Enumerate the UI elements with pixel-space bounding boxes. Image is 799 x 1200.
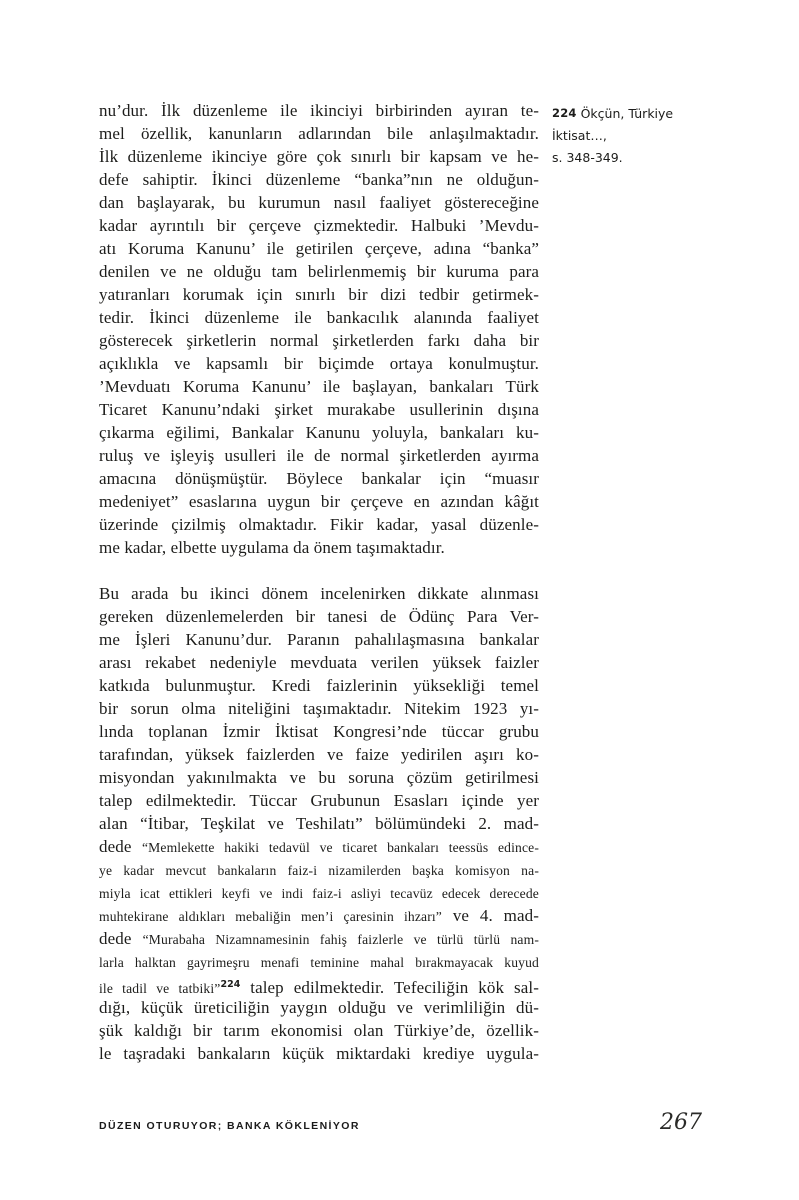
text-segment: açıklıkla ve kapsamlı bir biçimde ortaya konulmuştur. <box>99 354 539 373</box>
text-segment: defe sahiptir. İkinci düzenleme “banka”nın ne olduğun- <box>99 170 539 189</box>
text-segment: lında toplanan İzmir İktisat Kongresi’nde tüccar grubu <box>99 722 539 741</box>
text-segment: mel özellik, kanunların adlarından bile anlaşılmaktadır. <box>99 124 539 143</box>
text-segment: bir sorun olma niteliğini taşımaktadır. Nitekim 1923 yı- <box>99 699 539 718</box>
text-segment: İlk düzenleme ikinciye göre çok sınırlı bir kapsam ve he- <box>99 147 539 166</box>
text-line <box>99 605 539 628</box>
page-number: 267 <box>660 1110 702 1135</box>
text-segment: talep edilmektedir. Tefeciliğin kök sal- <box>240 978 539 997</box>
text-segment: Ticaret Kanunu’ndaki şirket murakabe usullerinin dışına <box>99 400 539 419</box>
text-segment: gösterecek şirketlerin normal şirketlerden farkı daha bir <box>99 331 539 350</box>
text-segment: katkıda bulunmuştur. Kredi faizlerinin yüksekliği temel <box>99 676 539 695</box>
paragraph-1 <box>99 99 539 559</box>
text-line <box>99 421 539 444</box>
text-segment: kadar ayrıntılı bir çerçeve çizmektedir. Halbuki ’Mevdu- <box>99 216 539 235</box>
text-line <box>99 950 539 973</box>
page-footer <box>99 1110 702 1135</box>
text-line <box>99 835 539 858</box>
text-line <box>99 99 539 122</box>
text-segment: nu’dur. İlk düzenleme ile ikinciyi birbirinden ayıran te- <box>99 101 539 120</box>
text-line <box>99 927 539 950</box>
text-line <box>99 122 539 145</box>
text-segment: miyla icat ettikleri keyfi ve indi faiz-i asliyi tecavüz edecek derecede <box>99 886 539 901</box>
text-line <box>99 260 539 283</box>
text-line <box>99 375 539 398</box>
text-segment: atı Koruma Kanunu’ ile getirilen çerçeve, adına “banka” <box>99 239 539 258</box>
text-line <box>99 881 539 904</box>
text-line <box>99 743 539 766</box>
text-line <box>99 306 539 329</box>
text-line <box>99 766 539 789</box>
text-segment: le taşradaki bankaların küçük miktardaki krediye uygula- <box>99 1044 539 1063</box>
text-segment: tarafından, yüksek faizlerden ve faize yedirilen aşırı ko- <box>99 745 539 764</box>
text-segment: ve 4. mad- <box>441 906 539 925</box>
text-segment: “Murabaha Nizamnamesinin fahiş faizlerle ve türlü türlü nam- <box>142 932 540 947</box>
text-line <box>99 191 539 214</box>
text-segment: şük kaldığı bir tarım ekonomisi olan Türkiye’de, özellik- <box>99 1021 539 1040</box>
running-title: DÜZEN OTURUYOR; BANKA KÖKLENİYOR <box>99 1120 360 1132</box>
text-line <box>99 513 539 536</box>
text-line <box>99 1019 539 1042</box>
text-line <box>99 352 539 375</box>
text-line <box>99 145 539 168</box>
text-line <box>99 1042 539 1065</box>
text-segment: denilen ve ne olduğu tam belirlenmemiş bir kuruma para <box>99 262 539 281</box>
text-line <box>99 214 539 237</box>
paragraph-2 <box>99 582 539 1065</box>
text-line <box>99 329 539 352</box>
text-line <box>99 858 539 881</box>
text-segment: ile tadil ve tatbiki” <box>99 981 221 996</box>
text-segment: ruluş ve işleyiş usulleri ile de normal şirketlerden ayırma <box>99 446 539 465</box>
text-line <box>99 490 539 513</box>
text-segment: amacına dönüşmüştür. Böylece bankalar için “muasır <box>99 469 539 488</box>
text-segment: yatıranları korumak için sınırlı bir dizi tedbir getirmek- <box>99 285 539 304</box>
text-line <box>99 582 539 605</box>
text-segment: dan başlayarak, bu kurumun nasıl faaliyet göstereceğine <box>99 193 539 212</box>
text-segment: talep edilmektedir. Tüccar Grubunun Esasları içinde yer <box>99 791 539 810</box>
text-line <box>99 996 539 1019</box>
text-segment: dede <box>99 837 142 856</box>
text-segment: gereken düzenlemelerden bir tanesi de Ödünç Para Ver- <box>99 607 539 626</box>
text-line <box>99 973 539 996</box>
text-segment: dığı, küçük üreticiliğin yaygın olduğu ve verimliliğin dü- <box>99 998 539 1017</box>
text-line <box>99 536 539 559</box>
sidenote <box>552 102 724 169</box>
text-segment: muhtekirane aldıkları mebaliğin men’i çaresinin ihzarı” <box>99 909 442 924</box>
footnote-marker: 224 <box>220 979 241 990</box>
text-segment: me İşleri Kanunu’dur. Paranın pahalılaşmasına bankalar <box>99 630 539 649</box>
text-line <box>99 720 539 743</box>
text-line <box>99 628 539 651</box>
text-segment: ye kadar mevcut bankaların faiz-i nizamilerden başka komisyon na- <box>99 863 539 878</box>
text-segment: misyondan yakınılmakta ve bu soruna çözüm getirilmesi <box>99 768 539 787</box>
text-segment: arası rekabet nedeniyle mevduata verilen yüksek faizler <box>99 653 539 672</box>
sidenote-citation: Ökçün, Türkiye İktisat…, <box>552 106 674 143</box>
text-line <box>99 697 539 720</box>
text-line <box>99 674 539 697</box>
text-line <box>99 168 539 191</box>
text-segment: üzerinde çizilmiş olmaktadır. Fikir kadar, yasal düzenle- <box>99 515 539 534</box>
text-line <box>99 237 539 260</box>
text-segment: medeniyet” esaslarına uygun bir çerçeve en azından kâğıt <box>99 492 539 511</box>
text-segment: ’Mevduatı Koruma Kanunu’ ile başlayan, bankaları Türk <box>99 377 539 396</box>
text-segment: çıkarma eğilimi, Bankalar Kanunu yoluyla, bankaları ku- <box>99 423 539 442</box>
sidenote-line-1 <box>552 102 724 147</box>
text-line <box>99 467 539 490</box>
sidenote-pages: s. 348-349. <box>552 150 623 165</box>
text-line <box>99 651 539 674</box>
sidenote-line-2 <box>552 147 724 169</box>
text-line <box>99 444 539 467</box>
footnote-ref-number: 224 <box>552 106 577 120</box>
text-line <box>99 283 539 306</box>
body-text <box>99 99 539 1065</box>
text-segment: larla halktan gayrimeşru menafi teminine mahal bırakmayacak kuyud <box>99 955 539 970</box>
text-line <box>99 812 539 835</box>
text-line <box>99 904 539 927</box>
text-segment: “Memlekette hakiki tedavül ve ticaret bankaları teessüs edince- <box>141 840 539 855</box>
text-segment: Bu arada bu ikinci dönem incelenirken dikkate alınması <box>99 584 539 603</box>
text-segment: tedir. İkinci düzenleme ile bankacılık alanında faaliyet <box>99 308 539 327</box>
text-segment: dede <box>99 929 143 948</box>
text-segment: me kadar, elbette uygulama da önem taşımaktadır. <box>99 538 445 557</box>
text-segment: alan “İtibar, Teşkilat ve Teshilatı” bölümündeki 2. mad- <box>99 814 539 833</box>
text-line <box>99 398 539 421</box>
text-line <box>99 789 539 812</box>
